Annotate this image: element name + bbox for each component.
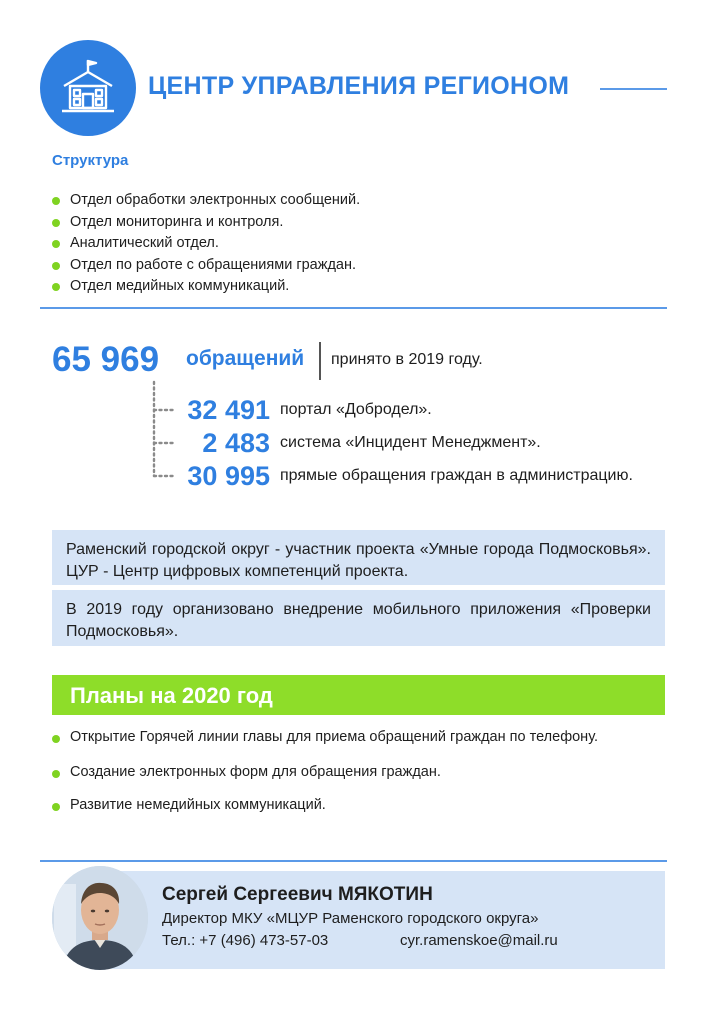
structure-heading: Структура	[52, 152, 129, 169]
stat-value-incident: 2 483	[202, 428, 270, 458]
plans-title: Планы на 2020 год	[70, 683, 273, 708]
plan-item: Создание электронных форм для обращения граждан.	[52, 764, 441, 780]
plan-item: Открытие Горячей линии главы для приема обращений граждан по телефону.	[52, 729, 598, 745]
director-photo	[52, 866, 148, 970]
list-item: Отдел медийных коммуникаций.	[52, 276, 360, 298]
stat-label-dobrodel: портал «Добродел».	[280, 401, 432, 418]
contact-email[interactable]: cyr.ramenskoe@mail.ru	[400, 932, 558, 949]
bullet-icon	[52, 803, 60, 811]
plan-item: Развитие немедийных коммуникаций.	[52, 797, 326, 813]
section-divider	[40, 307, 667, 309]
section-divider	[40, 860, 667, 862]
info-box-mobile-app: В 2019 году организовано внедрение мобильного приложения «Проверки Подмосковья».	[52, 590, 665, 646]
person-portrait-icon	[52, 866, 148, 970]
list-item: Отдел обработки электронных сообщений.	[52, 190, 360, 212]
director-role: Директор МКУ «МЦУР Раменского городского округа»	[162, 910, 539, 927]
total-appeals-word: обращений	[186, 347, 305, 370]
bullet-icon	[52, 219, 60, 227]
logo-badge	[40, 40, 136, 136]
structure-list	[52, 190, 360, 298]
bullet-icon	[52, 283, 60, 291]
header-divider	[600, 88, 667, 90]
stat-value-dobrodel: 32 491	[187, 395, 270, 425]
bullet-icon	[52, 262, 60, 270]
stat-label-direct: прямые обращения граждан в администрацию.	[280, 467, 633, 484]
total-appeals-value: 65 969	[52, 340, 160, 379]
info-box-smart-city: Раменский городской округ - участник проекта «Умные города Подмосковья». ЦУР - Центр цифровых компетенций проекта.	[52, 530, 665, 585]
list-item: Аналитический отдел.	[52, 233, 360, 255]
list-item: Отдел по работе с обращениями граждан.	[52, 255, 360, 277]
list-item: Отдел мониторинга и контроля.	[52, 212, 360, 234]
bullet-icon	[52, 735, 60, 743]
bullet-icon	[52, 240, 60, 248]
contact-phone: Тел.: +7 (496) 473-57-03	[162, 932, 329, 949]
total-appeals-caption: принято в 2019 году.	[331, 351, 483, 368]
page-title: ЦЕНТР УПРАВЛЕНИЯ РЕГИОНОМ	[148, 72, 570, 100]
stat-label-incident: система «Инцидент Менеджмент».	[280, 434, 541, 451]
director-name: Сергей Сергеевич МЯКОТИН	[162, 884, 433, 905]
stat-separator	[319, 342, 321, 380]
bullet-icon	[52, 197, 60, 205]
bullet-icon	[52, 770, 60, 778]
stat-value-direct: 30 995	[187, 461, 270, 491]
government-building-icon	[54, 54, 122, 122]
